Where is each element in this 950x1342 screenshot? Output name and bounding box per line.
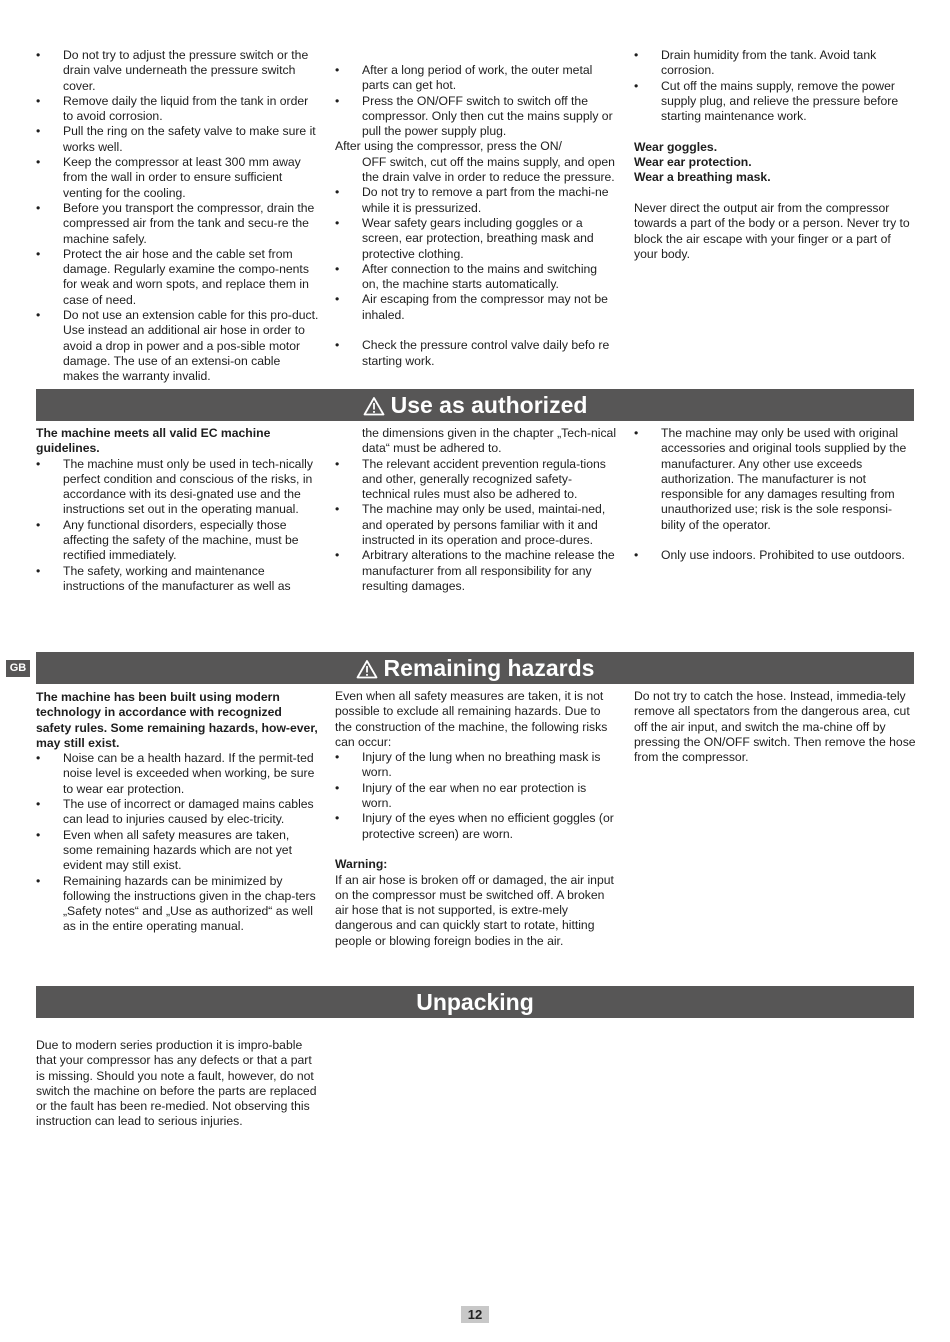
unpacking-col1 xyxy=(36,1038,319,1130)
list-item: • Protect the air hose and the cable set from damage. Regularly examine the compo-nents for weak and worn spots, and replace them in case of need. xyxy=(36,247,319,308)
list-item: • Remove daily the liquid from the tank in order to avoid corrosion. xyxy=(36,94,319,125)
list-item: • Any functional disorders, especially those affecting the safety of the machine, must be rectified immediately. xyxy=(36,518,319,564)
list-item: • The machine may only be used with original accessories and original tools supplied by the manufacturer. Any other use exceeds authorization. The manufacturer is not responsible for any damages resulting from unauthorized use; risk is the sole responsi-bility of the operator. xyxy=(634,426,916,533)
section-header-unpacking xyxy=(36,986,914,1018)
list-item: • Keep the compressor at least 300 mm away from the wall in order to ensure sufficient venting for the cooling. xyxy=(36,155,319,201)
hazards-col2-intro: Even when all safety measures are taken, it is not possible to exclude all remaining hazards. Due to the construction of the machine, the following risks can occur: xyxy=(335,689,608,749)
list-item: • Do not try to adjust the pressure switch or the drain valve underneath the pressure switch cover. xyxy=(36,48,319,94)
top-col2-list-c xyxy=(335,338,617,369)
list-item: • Cut off the mains supply, remove the power supply plug, and relieve the pressure before starting maintenance work. xyxy=(634,79,916,125)
authorized-col2 xyxy=(335,426,617,594)
list-item: • Only use indoors. Prohibited to use outdoors. xyxy=(634,548,916,563)
list-item: • Do not try to remove a part from the machi-ne while it is pressurized. xyxy=(335,185,617,216)
list-item: • Press the ON/OFF switch to switch off the compressor. Only then cut the mains supply or pull the power supply plug. xyxy=(335,94,617,140)
section-header-authorized xyxy=(36,389,914,421)
list-item: • Remaining hazards can be minimized by following the instructions given in the chap-ters „Safety notes“ and „Use as authorized“ as well as in the entire operating manual. xyxy=(36,874,319,935)
list-item: • Noise can be a health hazard. If the permit-ted noise level is exceeded when working, be sure to wear ear protection. xyxy=(36,751,319,797)
list-item: • Arbitrary alterations to the machine release the manufacturer from all responsibility for any resulting damages. xyxy=(335,548,617,594)
list-item: • After connection to the mains and switching on, the machine starts automatically. xyxy=(335,262,617,293)
top-col3-para: Never direct the output air from the compressor towards a part of the body or a person. Never try to block the air escape with your finger or a part of your body. xyxy=(634,200,910,261)
list-item: • Injury of the eyes when no efficient goggles (or protective screen) are worn. xyxy=(335,811,617,842)
top-col2-list-a xyxy=(335,63,617,139)
list-item: • Before you transport the compressor, drain the compressed air from the tank and secu-re the machine safely. xyxy=(36,201,319,247)
hazards-col3-para: Do not try to catch the hose. Instead, immedia-tely remove all spectators from the dangerous area, cut off the air input, and switch the ma-chine off by pressing the ON/OFF switch. Then remove the hose from the compressor. xyxy=(634,689,916,765)
top-col1 xyxy=(36,48,319,385)
top-col2-para-first: After using the compressor, press the ON/ xyxy=(335,139,562,154)
authorized-col1 xyxy=(36,426,319,594)
warning-text: If an air hose is broken off or damaged, the air input on the compressor must be switched off. A broken air hose that is not supported, is extre-mely dangerous and can quickly start to rotate, hitting people or blowing foreign bodies in the air. xyxy=(335,872,614,948)
list-item: • The relevant accident prevention regula-tions and other, generally recognized safety-technical rules must also be adhered to. xyxy=(335,457,617,503)
section-title: Use as authorized xyxy=(390,392,588,418)
authorized-col3 xyxy=(634,426,916,564)
list-item: • Injury of the lung when no breathing mask is worn. xyxy=(335,750,617,781)
list-item: • The use of incorrect or damaged mains cables can lead to injuries caused by elec-tricity. xyxy=(36,797,319,828)
top-col1-list xyxy=(36,48,319,385)
authorized-col1-list xyxy=(36,457,319,595)
list-item: • The safety, working and maintenance instructions of the manufacturer as well as xyxy=(36,564,319,595)
unpacking-para: Due to modern series production it is impro-bable that your compressor has any defects or that a part is missing. Should you note a fault, however, do not switch the machine on before the parts are replaced or the fault has been re-medied. Not observing this instruction can lead to serious injuries. xyxy=(36,1038,317,1129)
language-tab: GB xyxy=(6,660,30,677)
list-item: • Injury of the ear when no ear protection is worn. xyxy=(335,781,617,812)
warning-goggles: Wear goggles. xyxy=(634,139,718,154)
hazards-col2-list xyxy=(335,750,617,842)
list-item: • The machine may only be used, maintai-ned, and operated by persons familiar with it and instructed in its operation and proce-dures. xyxy=(335,502,617,548)
authorized-col3-list-b xyxy=(634,548,916,563)
list-item: • Even when all safety measures are taken, some remaining hazards which are not yet evident may still exist. xyxy=(36,828,319,874)
page-number: 12 xyxy=(461,1306,489,1323)
authorized-col3-list-a xyxy=(634,426,916,533)
hazards-col1 xyxy=(36,690,319,935)
hazards-col3 xyxy=(634,689,916,765)
authorized-intro: The machine meets all valid EC machine guidelines. xyxy=(36,426,271,456)
hazards-intro: The machine has been built using modern technology in accordance with recognized safety rules. Some remaining hazards, how-ever, may still exist. xyxy=(36,690,318,750)
section-title: Remaining hazards xyxy=(383,655,595,681)
top-col2-para-rest: OFF switch, cut off the mains supply, and open the drain valve in order to reduce the pressure. xyxy=(362,154,615,185)
hazards-col1-list xyxy=(36,751,319,935)
top-col3 xyxy=(634,48,916,262)
list-item: • Wear safety gears including goggles or a screen, ear protection, breathing mask and protective clothing. xyxy=(335,216,617,262)
section-header-hazards xyxy=(36,652,914,684)
authorized-col2-list xyxy=(335,457,617,595)
warning-triangle-icon xyxy=(356,659,378,679)
list-item: • Check the pressure control valve daily befo re starting work. xyxy=(335,338,617,369)
list-item: • Air escaping from the compressor may not be inhaled. xyxy=(335,292,617,323)
list-item: • The machine must only be used in tech-nically perfect condition and conscious of the risks, in accordance with its desi-gnated use and the instructions set out in the operating manual. xyxy=(36,457,319,518)
list-item: • After a long period of work, the outer metal parts can get hot. xyxy=(335,63,617,94)
list-item: • Drain humidity from the tank. Avoid tank corrosion. xyxy=(634,48,916,79)
warning-label: Warning: xyxy=(335,857,388,872)
warning-triangle-icon xyxy=(363,396,385,416)
section-title: Unpacking xyxy=(416,989,534,1015)
top-col2-list-b xyxy=(335,185,617,323)
list-item: • Pull the ring on the safety valve to make sure it works well. xyxy=(36,124,319,155)
warning-breathing-mask: Wear a breathing mask. xyxy=(634,170,771,185)
top-col2 xyxy=(335,63,617,369)
top-col3-list xyxy=(634,48,916,124)
authorized-col2-continuation: the dimensions given in the chapter „Tech-nical data“ must be adhered to. xyxy=(362,426,617,456)
hazards-col2 xyxy=(335,689,617,949)
list-item: • Do not use an extension cable for this pro-duct. Use instead an additional air hose in order to avoid a drop in power and a pos-sible motor damage. The use of an extensi-on cable makes the warranty invalid. xyxy=(36,308,319,384)
warning-ear-protection: Wear ear protection. xyxy=(634,155,752,170)
